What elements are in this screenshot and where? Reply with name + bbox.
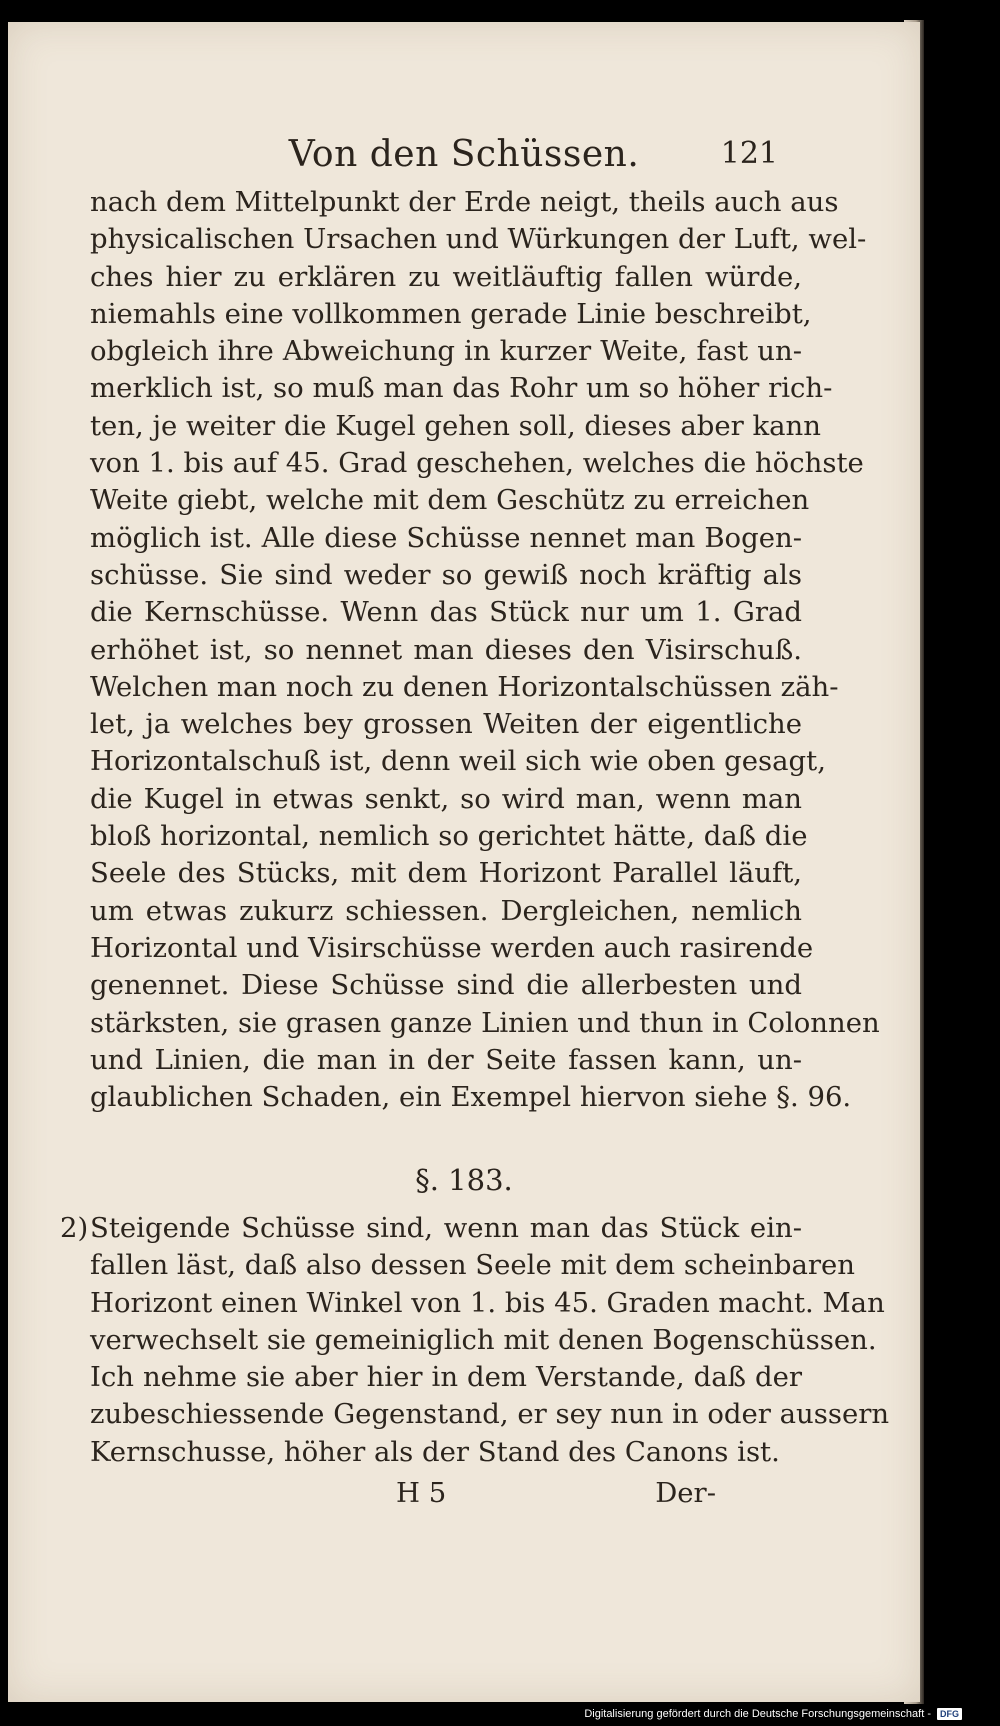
text-line: let, ja welches bey grossen Weiten der eigentliche (90, 708, 802, 741)
paragraph-continued (90, 184, 880, 1116)
signature-mark: H 5 (396, 1477, 447, 1509)
text-line: ches hier zu erklären zu weitläuftig fallen würde, (90, 260, 802, 293)
text-line: merklich ist, so muß man das Rohr um so höher rich- (90, 372, 833, 405)
text-line: Ich nehme sie aber hier in dem Verstande, daß der (90, 1361, 802, 1394)
funding-text: Digitalisierung gefördert durch die Deutsche Forschungsgemeinschaft - (584, 1708, 931, 1720)
section-heading: §. 183. (415, 1163, 513, 1197)
page-number: 121 (720, 136, 778, 171)
catchword: Der- (655, 1477, 716, 1509)
book-page (8, 22, 920, 1702)
text-line: und Linien, die man in der Seite fassen kann, un- (90, 1043, 802, 1076)
page-footer (8, 1477, 920, 1517)
text-line: verwechselt sie gemeiniglich mit denen Bogenschüssen. (90, 1323, 877, 1356)
funding-note (584, 1708, 962, 1720)
text-line: Seele des Stücks, mit dem Horizont Parallel läuft, (90, 857, 802, 890)
text-line: niemahls eine vollkommen gerade Linie beschreibt, (90, 297, 812, 330)
text-line: schüsse. Sie sind weder so gewiß noch kräftig als (90, 558, 802, 591)
text-line: Kernschusse, höher als der Stand des Canons ist. (90, 1435, 780, 1468)
text-line: zubeschiessende Gegenstand, er sey nun in oder aussern (90, 1398, 890, 1431)
text-line: fallen läst, daß also dessen Seele mit dem scheinbaren (90, 1249, 855, 1282)
text-line: um etwas zukurz schiessen. Dergleichen, nemlich (90, 894, 802, 927)
text-line: glaublichen Schaden, ein Exempel hiervon siehe §. 96. (90, 1081, 852, 1114)
text-line: obgleich ihre Abweichung in kurzer Weite, fast un- (90, 335, 802, 368)
text-line: möglich ist. Alle diese Schüsse nennet man Bogen- (90, 521, 802, 554)
text-line: Horizontal und Visirschüsse werden auch rasirende (90, 931, 814, 964)
text-line: Weite giebt, welche mit dem Geschütz zu erreichen (90, 484, 810, 517)
running-title: Von den Schüssen. (288, 134, 640, 175)
text-line: die Kugel in etwas senkt, so wird man, wenn man (90, 782, 802, 815)
text-line: stärksten, sie grasen ganze Linien und thun in Colonnen (90, 1006, 880, 1039)
text-line: nach dem Mittelpunkt der Erde neigt, theils auch aus (90, 186, 839, 218)
text-line: Horizont einen Winkel von 1. bis 45. Graden macht. Man (90, 1286, 885, 1319)
text-line: genennet. Diese Schüsse sind die allerbesten und (90, 969, 802, 1002)
text-line: Steigende Schüsse sind, wenn man das Stück ein- (90, 1212, 802, 1244)
page-header (8, 134, 920, 184)
paragraph-rising-shots (90, 1210, 890, 1471)
text-line: die Kernschüsse. Wenn das Stück nur um 1. Grad (90, 596, 802, 629)
text-line: Horizontalschuß ist, denn weil sich wie oben gesagt, (90, 745, 826, 778)
dfg-logo-icon: DFG (937, 1708, 962, 1720)
text-line: bloß horizontal, nemlich so gerichtet hätte, daß die (90, 820, 808, 853)
paragraph-marker: 2) (60, 1212, 89, 1244)
text-line: von 1. bis auf 45. Grad geschehen, welches die höchste (90, 447, 864, 480)
text-line: physicalischen Ursachen und Würkungen der Luft, wel- (90, 223, 867, 256)
text-line: Welchen man noch zu denen Horizontalschüssen zäh- (90, 670, 839, 703)
text-line: ten, je weiter die Kugel gehen soll, dieses aber kann (90, 409, 821, 442)
text-line: erhöhet ist, so nennet man dieses den Visirschuß. (90, 633, 802, 666)
